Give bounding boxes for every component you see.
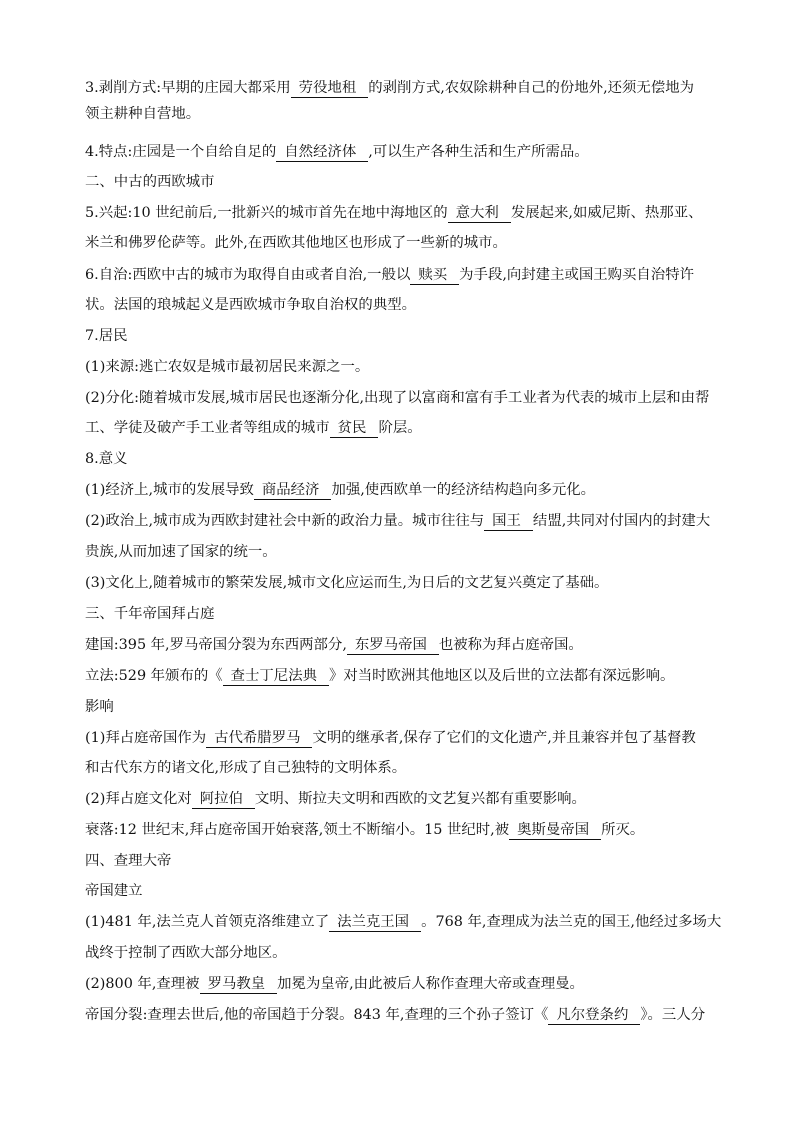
answer-blank: 劳役地租 (291, 80, 369, 98)
text-segment: (2)分化:随着城市发展,城市居民也逐渐分化,出现了以富商和富有手工业者为代表的城市上层和由帮 (85, 390, 710, 406)
text-segment: 》对当时欧洲其他地区以及后世的立法都有深远影响。 (328, 668, 675, 684)
text-segment: 结盟,共同对付国内的封建大 (532, 513, 711, 529)
text-line (85, 697, 725, 717)
text-line (85, 666, 725, 686)
text-segment: 和古代东方的诸文化,形成了自己独特的文明体系。 (85, 760, 407, 776)
text-line (85, 789, 725, 809)
text-line (85, 851, 725, 871)
text-segment: 阶层。 (378, 420, 422, 436)
text-line (85, 326, 725, 346)
answer-blank: 查士丁尼法典 (223, 668, 329, 686)
answer-blank: 凡尔登条约 (548, 1007, 640, 1025)
text-line (85, 233, 725, 253)
text-segment: 。768 年,查理成为法兰克的国王,他经过多场大 (421, 914, 722, 930)
text-line (85, 142, 725, 162)
text-line (85, 295, 725, 315)
text-segment: (2)政治上,城市成为西欧封建社会中新的政治力量。城市往往与 (85, 513, 485, 529)
text-segment: 为手段,向封建主或国王购买自治特许 (459, 267, 694, 283)
text-segment: 加强,使西欧单一的经济结构趋向多元化。 (331, 482, 596, 498)
text-segment: 5.兴起:10 世纪前后,一批新兴的城市首先在地中海地区的 (85, 205, 448, 221)
text-segment: (3)文化上,随着城市的繁荣发展,城市文化应运而生,为日后的文艺复兴奠定了基础。 (85, 575, 609, 591)
answer-blank: 法兰克王国 (329, 914, 421, 932)
answer-blank: 罗马教皇 (200, 976, 278, 994)
answer-blank: 东罗马帝国 (347, 637, 439, 655)
answer-blank: 阿拉伯 (192, 791, 255, 809)
text-segment: 4.特点:庄园是一个自给自足的 (85, 144, 277, 160)
text-segment: 3.剥削方式:早期的庄园大都采用 (85, 80, 291, 96)
text-segment: (1)481 年,法兰克人首领克洛维建立了 (85, 914, 330, 930)
text-segment: (1)来源:逃亡农奴是城市最初居民来源之一。 (85, 359, 370, 375)
text-line (85, 728, 725, 748)
text-line (85, 604, 725, 624)
text-segment: 影响 (85, 699, 114, 715)
text-segment: 文明、斯拉夫文明和西欧的文艺复兴都有重要影响。 (254, 791, 586, 807)
text-segment: 米兰和佛罗伦萨等。此外,在西欧其他地区也形成了一些新的城市。 (85, 235, 507, 251)
text-line (85, 573, 725, 593)
text-segment: 的剥削方式,农奴除耕种自己的份地外,还须无偿地为 (368, 80, 694, 96)
text-segment: 所灭。 (601, 822, 645, 838)
answer-blank: 商品经济 (254, 482, 332, 500)
text-line (85, 881, 725, 901)
answer-blank: 意大利 (448, 205, 511, 223)
text-segment: 8.意义 (85, 451, 128, 467)
text-segment: 状。法国的琅城起义是西欧城市争取自治权的典型。 (85, 297, 416, 313)
answer-blank: 国王 (484, 513, 533, 531)
answer-blank: 古代希腊罗马 (206, 730, 312, 748)
text-line (85, 974, 725, 994)
text-segment: 发展起来,如威尼斯、热那亚、 (510, 205, 703, 221)
text-line (85, 265, 725, 285)
text-segment: 建国:395 年,罗马帝国分裂为东西两部分, (85, 637, 347, 653)
text-line (85, 480, 725, 500)
text-line (85, 418, 725, 438)
answer-blank: 赎买 (410, 267, 459, 285)
text-segment: (2)拜占庭文化对 (85, 791, 192, 807)
text-segment: 领主耕种自营地。 (85, 106, 201, 122)
text-line (85, 542, 725, 562)
text-line (85, 912, 725, 932)
text-line (85, 357, 725, 377)
text-line (85, 203, 725, 223)
text-segment: 也被称为拜占庭帝国。 (438, 637, 583, 653)
text-segment: 战终于控制了西欧大部分地区。 (85, 945, 287, 961)
text-line (85, 511, 725, 531)
text-segment: 7.居民 (85, 328, 128, 344)
text-segment: 帝国分裂:查理去世后,他的帝国趋于分裂。843 年,查理的三个孙子签订《 (85, 1007, 549, 1023)
text-line (85, 172, 725, 192)
text-segment: 》。三人分 (640, 1007, 706, 1023)
text-line (85, 388, 725, 408)
text-segment: 工、学徒及破产手工业者等组成的城市 (85, 420, 330, 436)
text-line (85, 1005, 725, 1025)
text-line (85, 758, 725, 778)
text-segment: 贵族,从而加速了国家的统一。 (85, 544, 277, 560)
text-segment: (1)经济上,城市的发展导致 (85, 482, 254, 498)
text-segment: 立法:529 年颁布的《 (85, 668, 223, 684)
text-segment: 加冕为皇帝,由此被后人称作查理大帝或查理曼。 (277, 976, 584, 992)
text-segment: 三、千年帝国拜占庭 (85, 606, 215, 622)
text-segment: 文明的继承者,保存了它们的文化遗产,并且兼容并包了基督教 (312, 730, 696, 746)
answer-blank: 奥斯曼帝国 (509, 822, 601, 840)
text-line (85, 635, 725, 655)
answer-blank: 贫民 (330, 420, 379, 438)
text-line (85, 104, 725, 124)
text-segment: 衰落:12 世纪末,拜占庭帝国开始衰落,领土不断缩小。15 世纪时,被 (85, 822, 510, 838)
text-segment: 6.自治:西欧中古的城市为取得自由或者自治,一般以 (85, 267, 411, 283)
text-line (85, 78, 725, 98)
answer-blank: 自然经济体 (276, 144, 368, 162)
text-segment: (1)拜占庭帝国作为 (85, 730, 207, 746)
text-line (85, 820, 725, 840)
text-segment: (2)800 年,查理被 (85, 976, 200, 992)
text-segment: ,可以生产各种生活和生产所需品。 (368, 144, 589, 160)
text-segment: 二、中古的西欧城市 (85, 174, 215, 190)
text-segment: 帝国建立 (85, 883, 143, 899)
text-line (85, 449, 725, 469)
text-line (85, 943, 725, 963)
text-segment: 四、查理大帝 (85, 853, 172, 869)
